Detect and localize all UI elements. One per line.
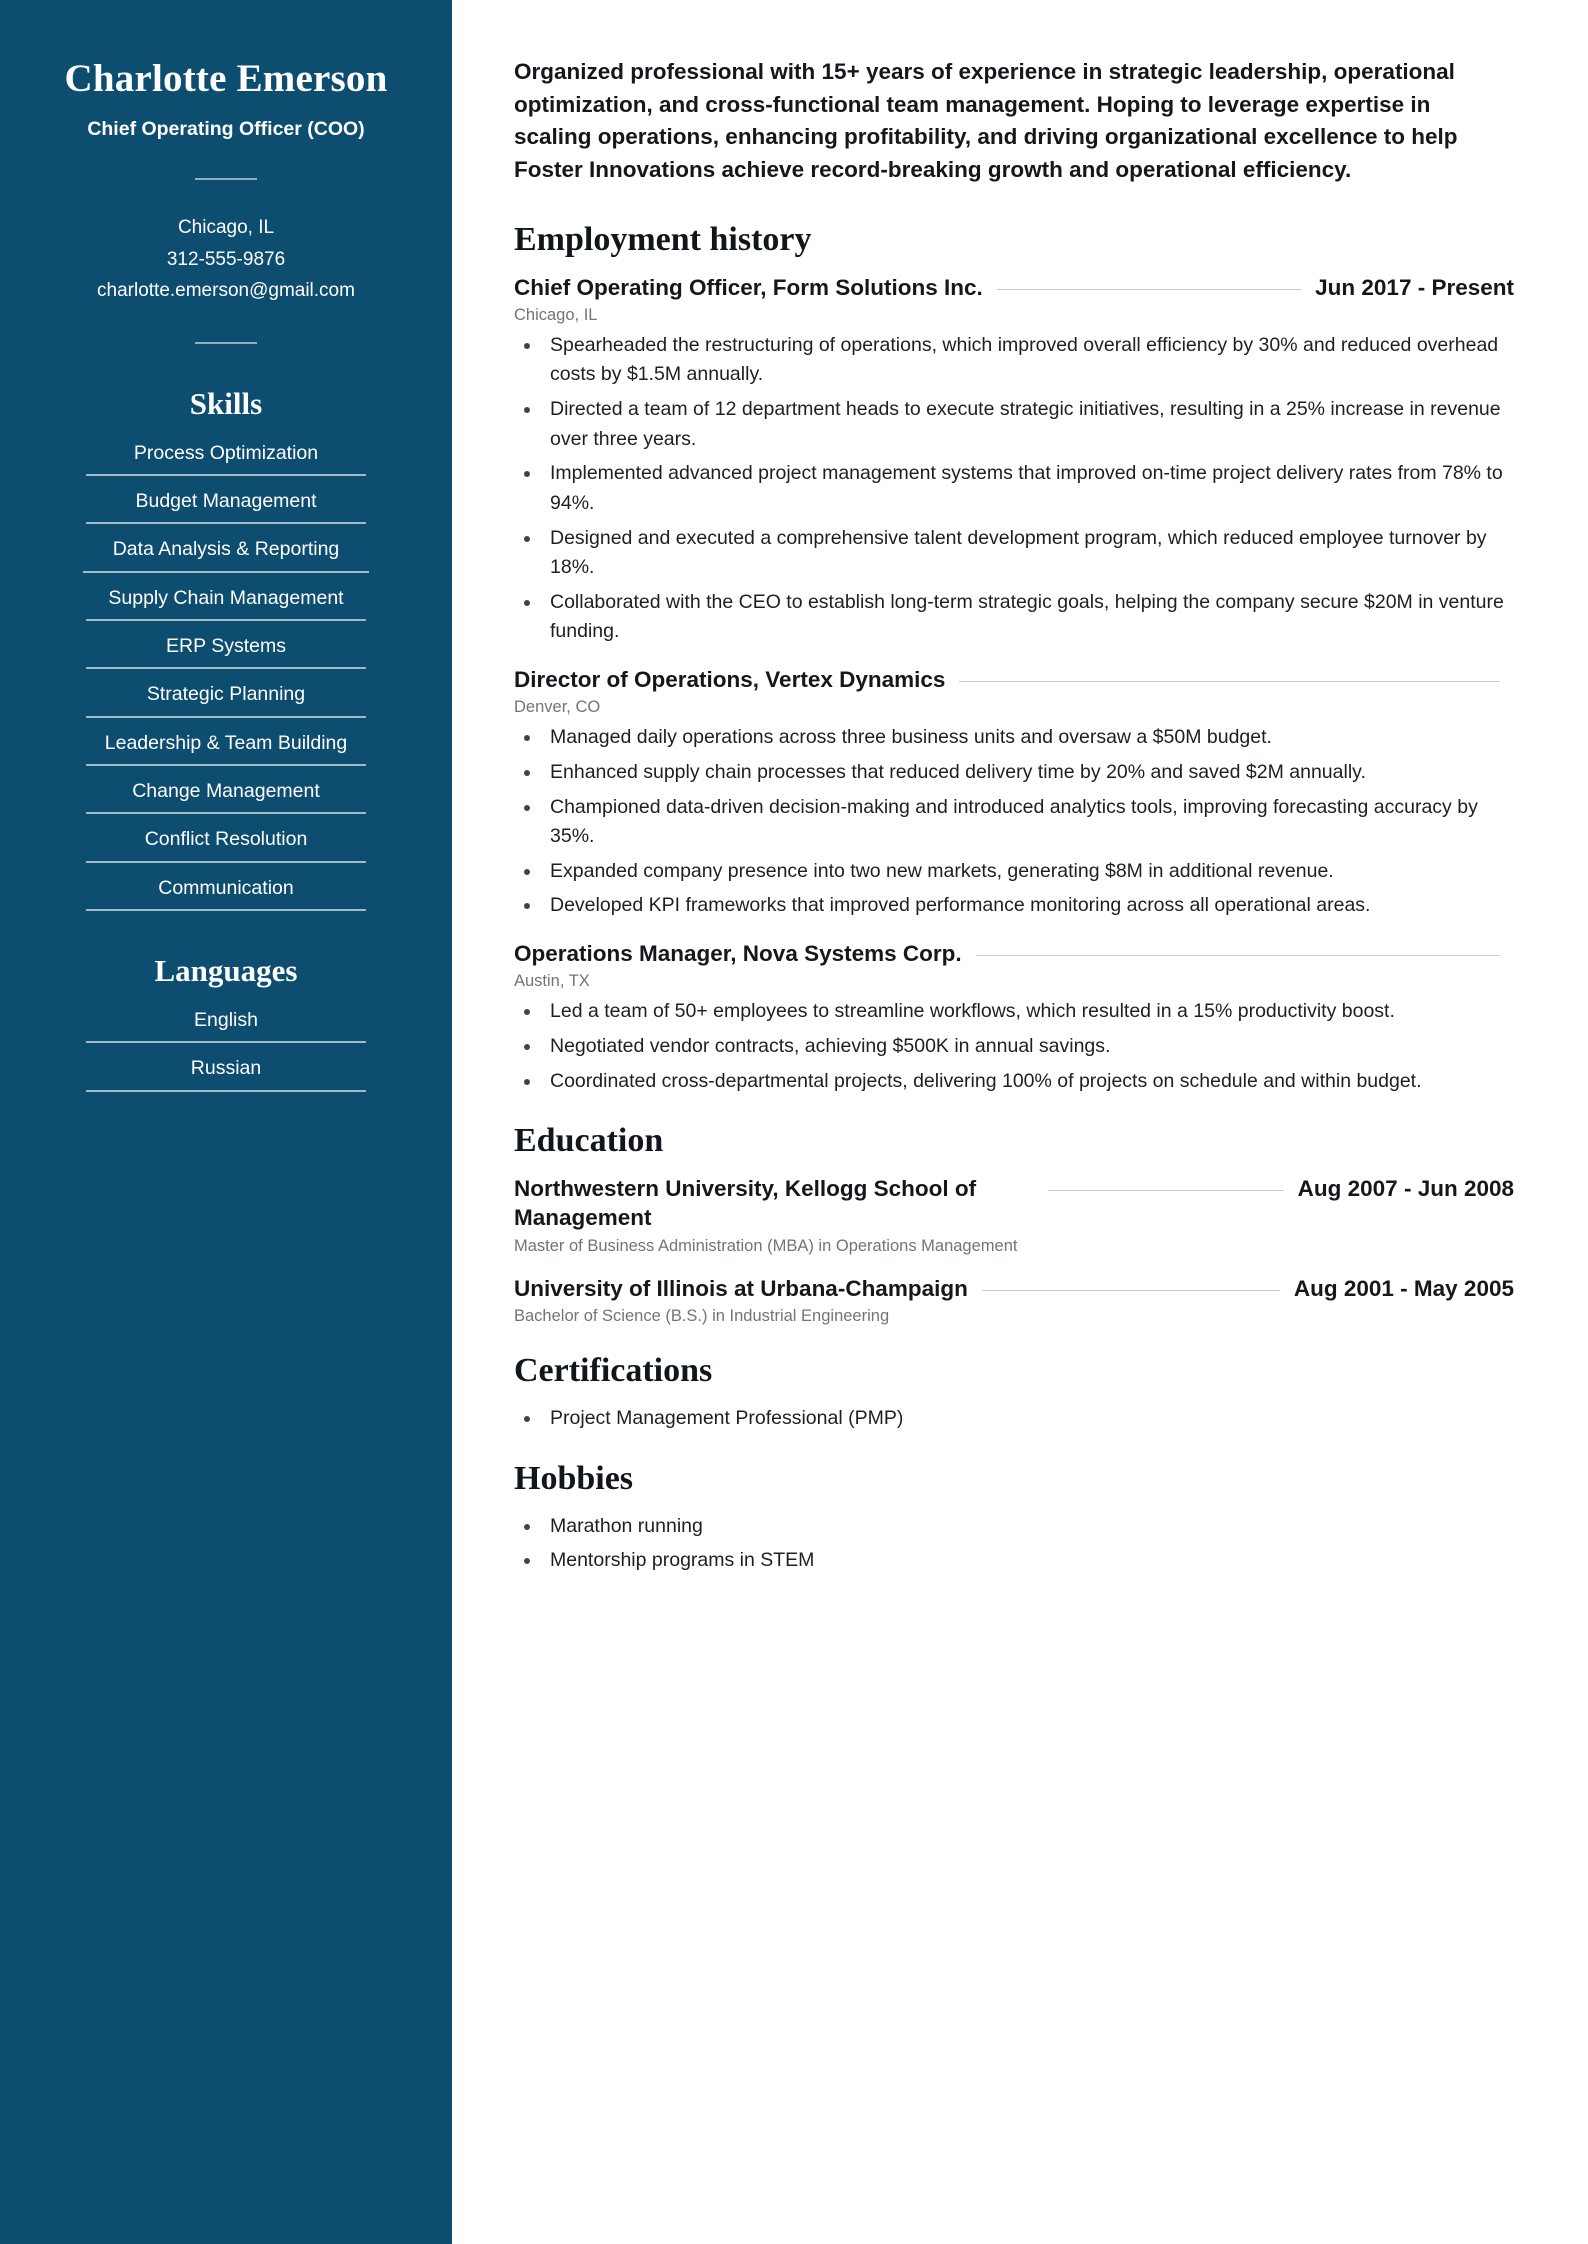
bullet-item: • Championed data-driven decision-making and introduced analytics tools, improving forecasting accuracy by 35%. [542,793,1514,852]
sidebar [0,0,452,2244]
school-name: University of Illinois at Urbana-Champaign [514,1275,968,1301]
skill-item: Strategic Planning [86,681,366,717]
job-title: Director of Operations, Vertex Dynamics [514,667,946,692]
skills-section-title: Skills [189,385,263,421]
divider [195,342,257,344]
contact-phone: 312-555-9876 [166,248,286,270]
entry-header [514,939,1514,968]
bullet-item: • Coordinated cross-departmental projects, delivering 100% of projects on schedule and within budget. [542,1067,1514,1097]
employment-entry [514,939,1514,1096]
education-entry [514,1274,1514,1326]
certifications-section-title: Certifications [514,1351,713,1389]
skill-item: Change Management [86,778,366,814]
hobbies-section-title: Hobbies [514,1459,634,1497]
bullet-item: • Expanded company presence into two new markets, generating $8M in additional revenue. [542,857,1514,887]
languages-section-title: Languages [154,952,298,988]
entry-header [514,273,1514,302]
skill-item: Leadership & Team Building [86,730,366,766]
contact-location: Chicago, IL [177,217,275,239]
school-name: Northwestern University, Kellogg School of Management [514,1176,977,1231]
certifications-list [514,1404,1514,1434]
entry-rule [976,955,1500,956]
entry-rule [1048,1190,1284,1191]
job-location: Denver, CO [514,698,601,717]
professional-summary: Organized professional with 15+ years of experience in strategic leadership, operational optimization, and cross-functional team management. Hoping to leverage expertise in scaling operations, enhancing profitability, and driving organizational excellence to help Foster Innovations achieve record-breaking growth and operational efficiency. [514,59,1458,182]
job-title: Chief Operating Officer, Form Solutions Inc. [514,274,983,300]
bullet-item: • Negotiated vendor contracts, achieving $500K in annual savings. [542,1032,1514,1062]
job-bullets [514,723,1514,921]
bullet-item: • Collaborated with the CEO to establish long-term strategic goals, helping the company secure $20M in venture funding. [542,588,1514,647]
divider [195,178,257,180]
job-bullets [514,997,1514,1096]
degree-name: Bachelor of Science (B.S.) in Industrial Engineering [514,1306,890,1325]
bullet-item: • Marathon running [542,1512,1514,1542]
candidate-name: Charlotte Emerson [64,57,388,100]
degree-name: Master of Business Administration (MBA) in Operations Management [514,1236,1018,1255]
bullet-item: • Spearheaded the restructuring of operations, which improved overall efficiency by 30% and reduced overhead costs by $1.5M annually. [542,331,1514,390]
education-section-title: Education [514,1122,664,1160]
job-location: Austin, TX [514,972,590,991]
entry-rule [959,681,1500,682]
job-location: Chicago, IL [514,305,598,324]
education-dates: Aug 2001 - May 2005 [1293,1275,1514,1301]
job-bullets [514,331,1514,647]
bullet-item: • Directed a team of 12 department heads to execute strategic initiatives, resulting in a 25% increase in revenue over three years. [542,395,1514,454]
entry-rule [982,1290,1280,1291]
skill-item: Supply Chain Management [86,585,366,621]
employment-entry [514,273,1514,648]
language-item: Russian [86,1055,366,1091]
bullet-item: • Mentorship programs in STEM [542,1546,1514,1576]
employment-entry [514,665,1514,921]
entry-header [514,665,1514,694]
bullet-item: • Led a team of 50+ employees to streamline workflows, which resulted in a 15% productivity boost. [542,997,1514,1027]
skill-item: Conflict Resolution [86,826,366,862]
employment-history-title: Employment history [514,220,812,258]
hobbies-list [514,1512,1514,1576]
skill-item: ERP Systems [86,633,366,669]
skill-item: Budget Management [86,488,366,524]
entry-header [514,1174,1514,1233]
job-title: Operations Manager, Nova Systems Corp. [514,941,962,966]
bullet-item: • Project Management Professional (PMP) [542,1404,1514,1434]
education-entry [514,1174,1514,1256]
education-dates: Aug 2007 - Jun 2008 [1297,1176,1514,1202]
entry-rule [997,289,1301,290]
language-item: English [86,1007,366,1043]
job-dates: Jun 2017 - Present [1315,274,1514,300]
contact-email: charlotte.emerson@gmail.com [97,280,355,302]
skill-item: Process Optimization [86,440,366,476]
skill-item: Communication [86,875,366,911]
main-content [452,0,1588,2244]
bullet-item: • Managed daily operations across three business units and oversaw a $50M budget. [542,723,1514,753]
bullet-item: • Enhanced supply chain processes that reduced delivery time by 20% and saved $2M annually. [542,758,1514,788]
bullet-item: • Designed and executed a comprehensive talent development program, which reduced employee turnover by 18%. [542,524,1514,583]
skill-item: Data Analysis & Reporting [83,536,369,572]
bullet-item: • Developed KPI frameworks that improved performance monitoring across all operational areas. [542,891,1514,921]
bullet-item: • Implemented advanced project management systems that improved on-time project delivery rates from 78% to 94%. [542,459,1514,518]
entry-header [514,1274,1514,1303]
candidate-job-title: Chief Operating Officer (COO) [87,118,365,141]
